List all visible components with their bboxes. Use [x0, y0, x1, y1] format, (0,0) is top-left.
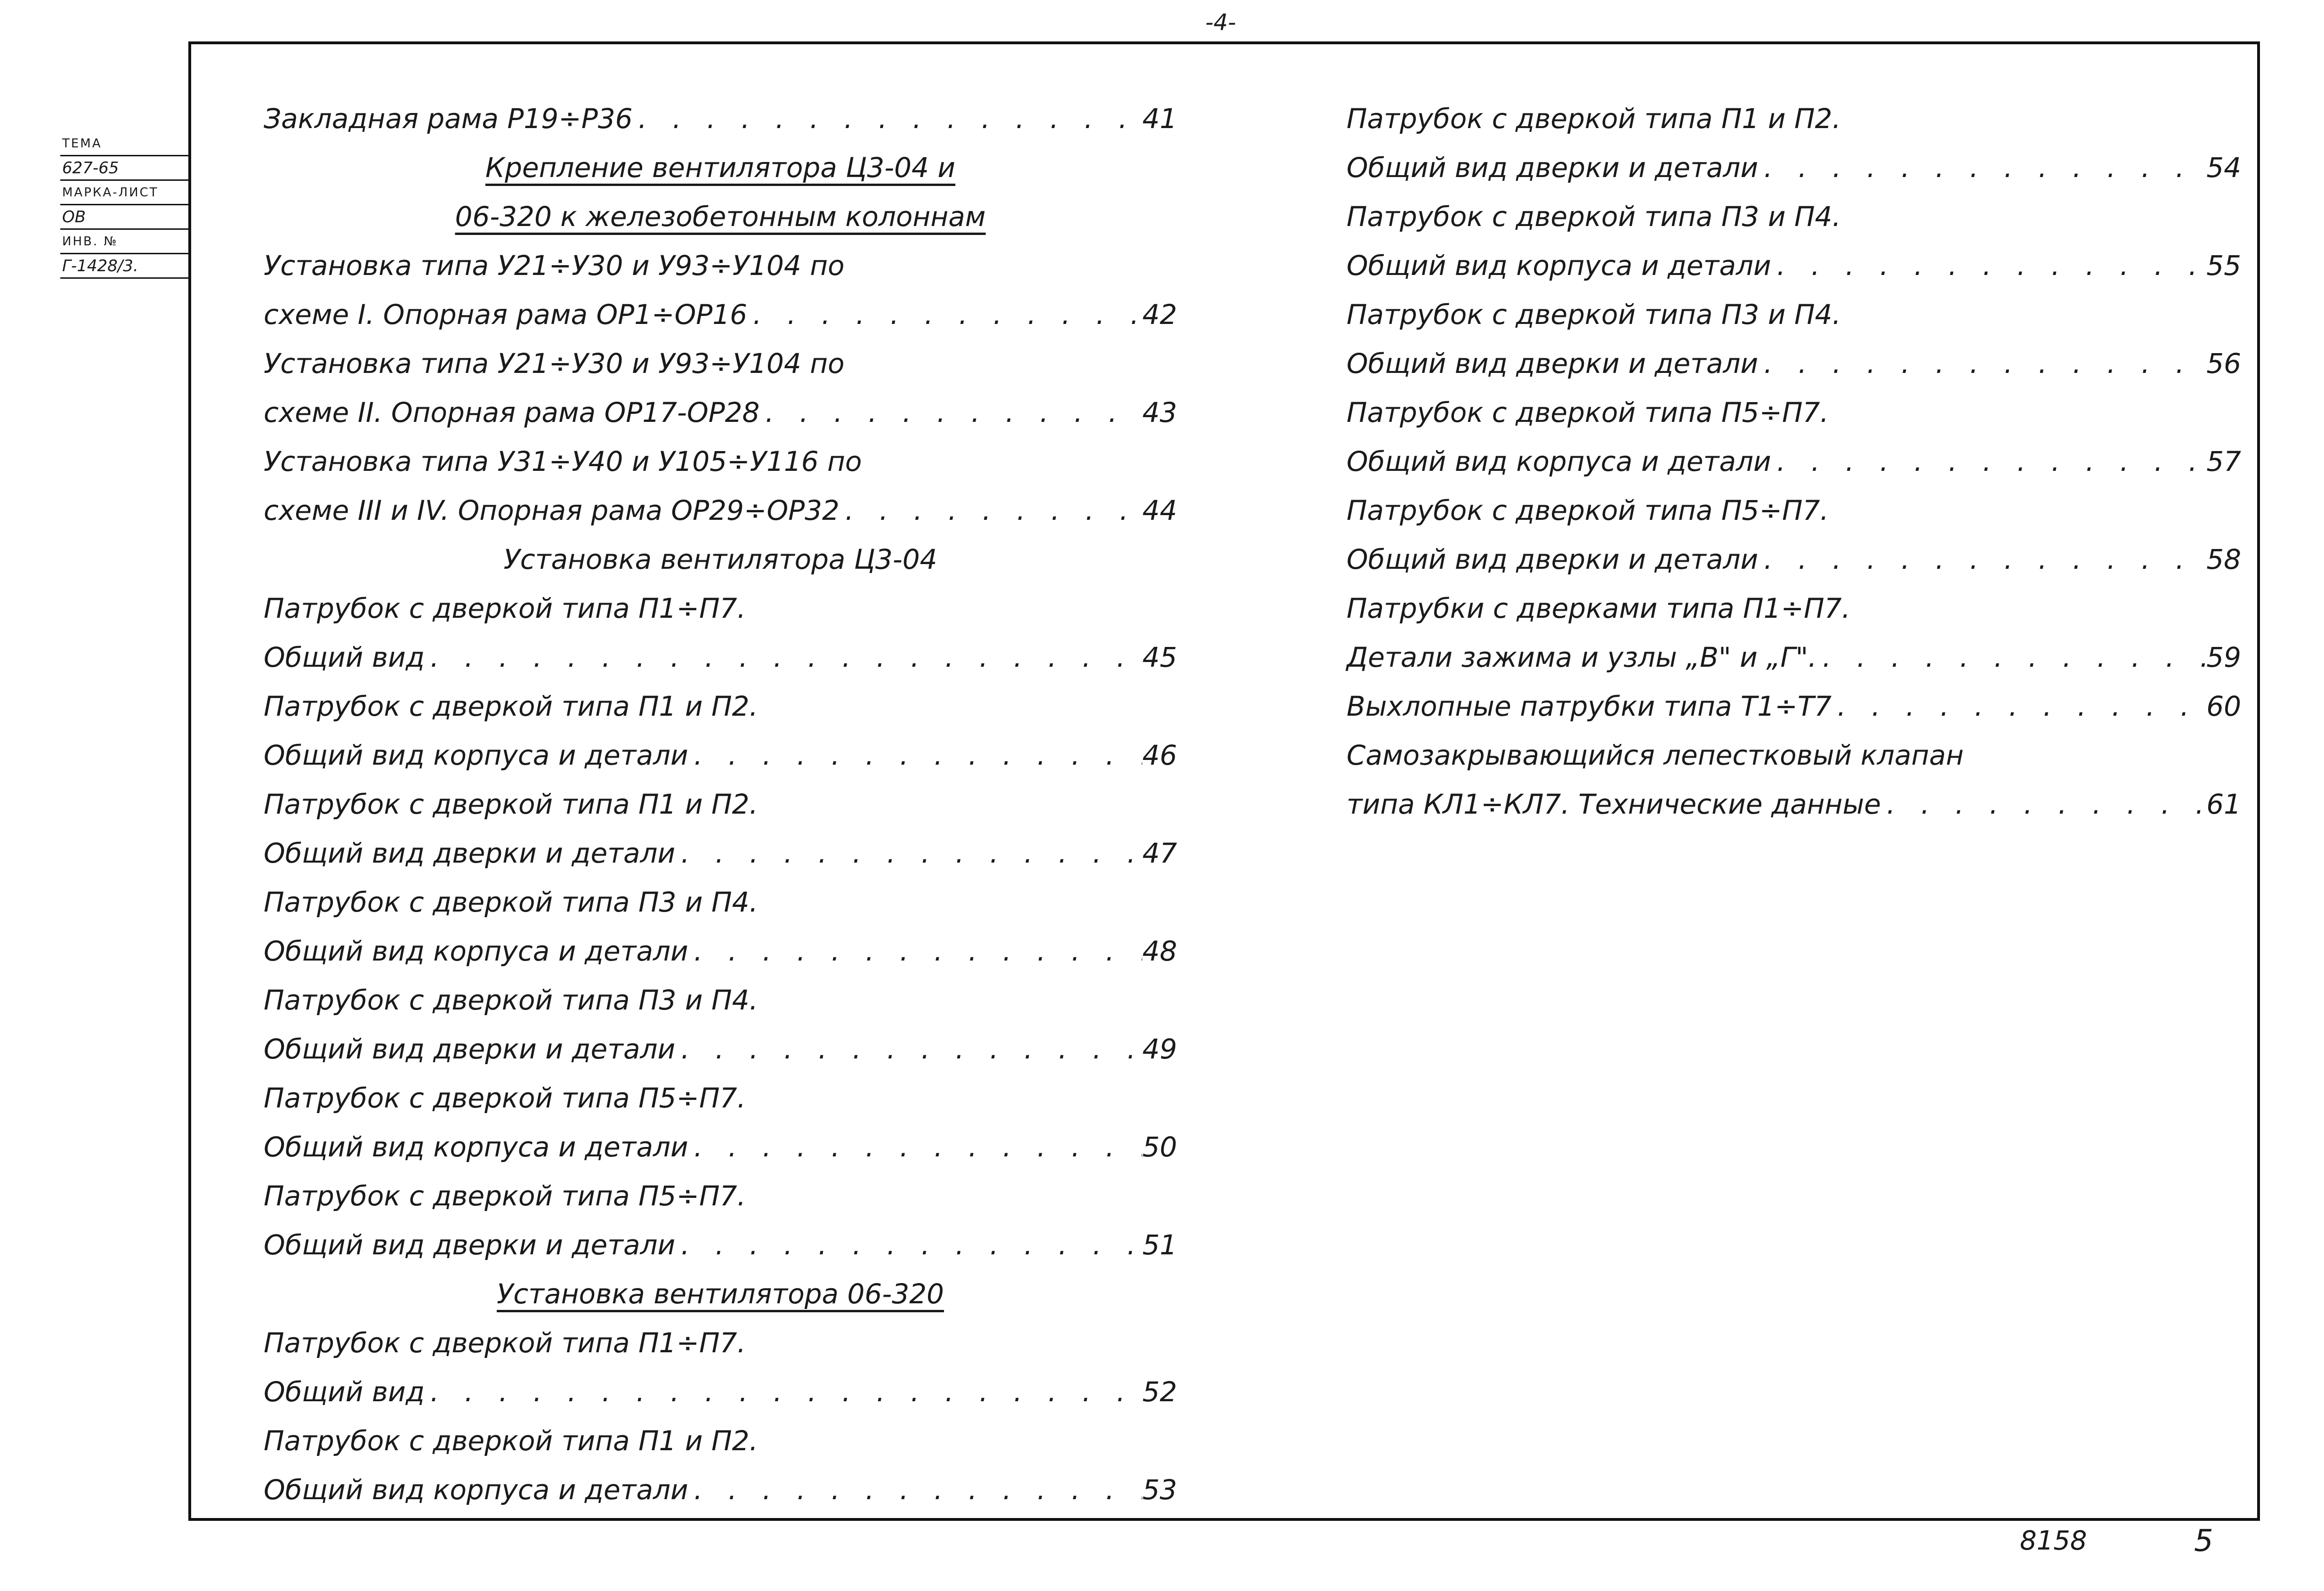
entry-page-number: 52: [1142, 1376, 1177, 1408]
entry-text: Патрубок с дверкой типа П3 и П4.: [264, 984, 758, 1016]
contents-heading: [264, 143, 1177, 192]
contents-entry: [264, 1025, 1177, 1074]
entry-text: Патрубок с дверкой типа П1 и П2.: [264, 1425, 758, 1457]
leader-dots: [839, 486, 1142, 535]
contents-entry: [1347, 780, 2241, 829]
entry-text: Общий вид: [264, 1376, 425, 1408]
entry-page-number: 53: [1142, 1474, 1177, 1506]
leader-dots: [688, 731, 1142, 780]
title-stamp: [60, 132, 188, 279]
contents-entry: [264, 94, 1177, 143]
contents-entry: [264, 682, 1177, 731]
entry-text: Патрубок с дверкой типа П1 и П2.: [264, 690, 758, 722]
inv-label: ИНВ. №: [60, 230, 188, 254]
contents-entry: [1347, 143, 2241, 192]
inv-value: Г-1428/3.: [60, 254, 188, 279]
entry-page-number: 51: [1142, 1229, 1177, 1261]
contents-right-column: [1347, 94, 2241, 829]
contents-entry: [264, 339, 1177, 388]
contents-heading: [264, 535, 1177, 584]
entry-text: Выхлопные патрубки типа Т1÷Т7: [1347, 690, 1832, 722]
entry-text: Закладная рама Р19÷Р36: [264, 103, 633, 135]
entry-page-number: 47: [1142, 837, 1177, 869]
sheet-number: 5: [2194, 1524, 2213, 1559]
contents-left-column: [264, 94, 1177, 1514]
contents-entry: [1347, 633, 2241, 682]
entry-text: схеме I. Опорная рама ОР1÷ОР16: [264, 299, 748, 331]
entry-text: типа КЛ1÷КЛ7. Технические данные: [1347, 788, 1881, 820]
contents-entry: [264, 633, 1177, 682]
contents-entry: [264, 1220, 1177, 1269]
entry-text: Патрубок с дверкой типа П3 и П4.: [1347, 299, 1841, 331]
contents-heading: [264, 1269, 1177, 1318]
entry-text: Патрубки с дверками типа П1÷П7.: [1347, 592, 1851, 624]
entry-page-number: 61: [2206, 788, 2241, 820]
contents-entry: [264, 1416, 1177, 1465]
contents-entry: [264, 1318, 1177, 1367]
entry-text: Патрубок с дверкой типа П3 и П4.: [1347, 201, 1841, 233]
contents-entry: [1347, 192, 2241, 241]
entry-text: Самозакрывающийся лепестковый клапан: [1347, 739, 1964, 771]
contents-entry: [264, 290, 1177, 339]
leader-dots: [1758, 535, 2206, 584]
entry-text: схеме II. Опорная рама ОР17-ОР28: [264, 396, 760, 428]
entry-text: 06-320 к железобетонным колоннам: [455, 201, 986, 233]
entry-text: Патрубок с дверкой типа П1 и П2.: [264, 788, 758, 820]
entry-text: Установка типа У31÷У40 и У105÷У116 по: [264, 445, 862, 477]
entry-page-number: 41: [1142, 103, 1177, 135]
entry-text: Патрубок с дверкой типа П5÷П7.: [1347, 494, 1829, 526]
leader-dots: [675, 1025, 1142, 1074]
contents-entry: [1347, 535, 2241, 584]
contents-entry: [264, 1074, 1177, 1123]
contents-entry: [264, 486, 1177, 535]
entry-text: Патрубок с дверкой типа П1÷П7.: [264, 1327, 746, 1359]
contents-entry: [264, 1171, 1177, 1220]
leader-dots: [1817, 633, 2206, 682]
entry-text: Общий вид корпуса и детали: [264, 1474, 688, 1506]
entry-page-number: 46: [1142, 739, 1177, 771]
entry-text: Патрубок с дверкой типа П5÷П7.: [1347, 396, 1829, 428]
tema-label: ТЕМА: [60, 132, 188, 156]
leader-dots: [425, 633, 1142, 682]
entry-text: Установка типа У21÷У30 и У93÷У104 по: [264, 347, 845, 380]
entry-text: Общий вид дверки и детали: [264, 1033, 676, 1065]
entry-page-number: 50: [1142, 1131, 1177, 1163]
entry-page-number: 56: [2206, 347, 2241, 380]
contents-heading: [264, 192, 1177, 241]
entry-page-number: 58: [2206, 543, 2241, 575]
leader-dots: [1881, 780, 2206, 829]
entry-page-number: 45: [1142, 641, 1177, 673]
entry-page-number: 42: [1142, 299, 1177, 331]
leader-dots: [1771, 437, 2206, 486]
entry-page-number: 48: [1142, 935, 1177, 967]
leader-dots: [1758, 143, 2206, 192]
contents-entry: [264, 976, 1177, 1025]
contents-entry: [264, 780, 1177, 829]
contents-entry: [1347, 241, 2241, 290]
contents-entry: [1347, 437, 2241, 486]
contents-entry: [1347, 486, 2241, 535]
contents-entry: [1347, 94, 2241, 143]
page-number: -4-: [1205, 9, 1236, 36]
marka-value: ОВ: [60, 205, 188, 230]
entry-text: Общий вид дверки и детали: [264, 1229, 676, 1261]
leader-dots: [759, 388, 1142, 437]
entry-page-number: 43: [1142, 396, 1177, 428]
marka-label: МАРКА-ЛИСТ: [60, 181, 188, 205]
entry-text: Установка вентилятора Ц3-04: [503, 543, 937, 575]
entry-text: Патрубок с дверкой типа П3 и П4.: [264, 886, 758, 918]
contents-entry: [1347, 388, 2241, 437]
leader-dots: [688, 1123, 1142, 1171]
contents-entry: [264, 1465, 1177, 1514]
contents-entry: [264, 241, 1177, 290]
tema-value: 627-65: [60, 156, 188, 181]
contents-entry: [264, 731, 1177, 780]
contents-entry: [1347, 731, 2241, 780]
contents-entry: [264, 388, 1177, 437]
leader-dots: [1758, 339, 2206, 388]
leader-dots: [688, 1465, 1142, 1514]
leader-dots: [747, 290, 1142, 339]
entry-text: Установка вентилятора 06-320: [497, 1278, 944, 1310]
entry-text: Патрубок с дверкой типа П1 и П2.: [1347, 103, 1841, 135]
leader-dots: [425, 1367, 1142, 1416]
entry-text: Общий вид корпуса и детали: [1347, 250, 1771, 282]
entry-page-number: 55: [2206, 250, 2241, 282]
leader-dots: [633, 94, 1143, 143]
contents-entry: [1347, 584, 2241, 633]
contents-entry: [1347, 339, 2241, 388]
contents-entry: [264, 1367, 1177, 1416]
entry-text: Общий вид корпуса и детали: [264, 1131, 688, 1163]
entry-text: Общий вид: [264, 641, 425, 673]
contents-entry: [264, 1123, 1177, 1171]
leader-dots: [1771, 241, 2206, 290]
leader-dots: [688, 927, 1142, 976]
contents-entry: [264, 829, 1177, 878]
contents-entry: [264, 437, 1177, 486]
entry-text: Общий вид дверки и детали: [1347, 152, 1759, 184]
entry-text: Общий вид дверки и детали: [1347, 347, 1759, 380]
document-code: 8158: [2020, 1526, 2087, 1556]
entry-page-number: 44: [1142, 494, 1177, 526]
contents-entry: [264, 927, 1177, 976]
entry-text: Общий вид корпуса и детали: [264, 739, 688, 771]
leader-dots: [675, 829, 1142, 878]
entry-text: Установка типа У21÷У30 и У93÷У104 по: [264, 250, 845, 282]
entry-page-number: 49: [1142, 1033, 1177, 1065]
entry-text: Общий вид корпуса и детали: [264, 935, 688, 967]
entry-page-number: 57: [2206, 445, 2241, 477]
entry-text: Патрубок с дверкой типа П5÷П7.: [264, 1082, 746, 1114]
entry-text: Детали зажима и узлы „В" и „Г".: [1347, 641, 1817, 673]
entry-text: Патрубок с дверкой типа П5÷П7.: [264, 1180, 746, 1212]
leader-dots: [675, 1220, 1142, 1269]
entry-text: Крепление вентилятора Ц3-04 и: [485, 152, 956, 184]
leader-dots: [1832, 682, 2206, 731]
contents-entry: [1347, 290, 2241, 339]
contents-entry: [1347, 682, 2241, 731]
entry-text: Патрубок с дверкой типа П1÷П7.: [264, 592, 746, 624]
entry-text: Общий вид дверки и детали: [1347, 543, 1759, 575]
entry-page-number: 59: [2206, 641, 2241, 673]
entry-text: схеме III и IV. Опорная рама ОР29÷ОР32: [264, 494, 839, 526]
contents-entry: [264, 878, 1177, 927]
entry-text: Общий вид дверки и детали: [264, 837, 676, 869]
entry-page-number: 54: [2206, 152, 2241, 184]
contents-entry: [264, 584, 1177, 633]
entry-text: Общий вид корпуса и детали: [1347, 445, 1771, 477]
entry-page-number: 60: [2206, 690, 2241, 722]
